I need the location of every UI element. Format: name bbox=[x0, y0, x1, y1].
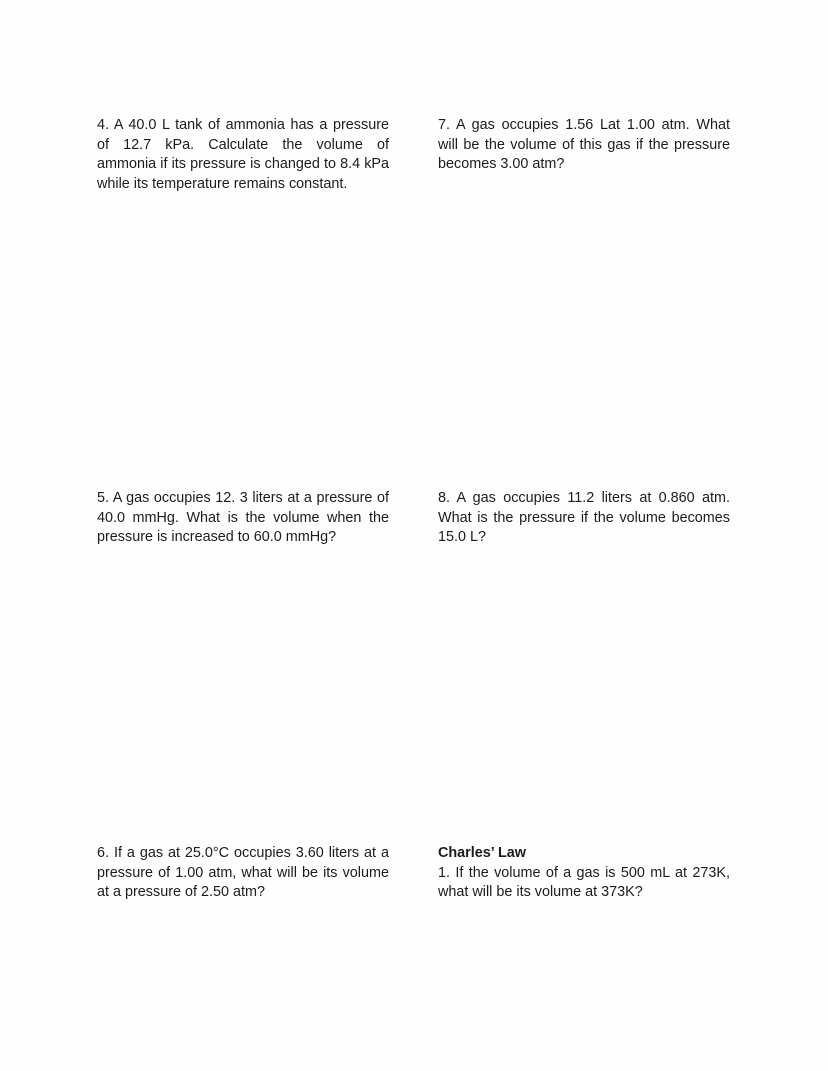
problem-7-text: 7. A gas occupies 1.56 Lat 1.00 atm. What will be the volume of this gas if the pressure becomes 3.00 atm? bbox=[438, 117, 730, 173]
problem-6-text: 6. If a gas at 25.0°C occupies 3.60 liters at a pressure of 1.00 atm, what will be its volume at a pressure of 2.50 atm? bbox=[97, 845, 389, 901]
problem-7 bbox=[438, 116, 730, 175]
problem-4-text: 4. A 40.0 L tank of ammonia has a pressure of 12.7 kPa. Calculate the volume of ammonia if its pressure is changed to 8.4 kPa while its temperature remains constant. bbox=[97, 117, 389, 192]
problem-6 bbox=[97, 844, 389, 903]
problem-8 bbox=[438, 489, 730, 548]
problem-8-text: 8. A gas occupies 11.2 liters at 0.860 atm. What is the pressure if the volume becomes 15.0 L? bbox=[438, 490, 730, 546]
problem-5 bbox=[97, 489, 389, 548]
charles-law-section bbox=[438, 844, 730, 903]
charles-law-problem-1-text: 1. If the volume of a gas is 500 mL at 273K, what will be its volume at 373K? bbox=[438, 864, 730, 901]
section-heading-charles-law: Charles’ Law bbox=[438, 845, 526, 861]
problem-4 bbox=[97, 116, 389, 194]
problem-5-text: 5. A gas occupies 12. 3 liters at a pressure of 40.0 mmHg. What is the volume when the pressure is increased to 60.0 mmHg? bbox=[97, 490, 389, 546]
